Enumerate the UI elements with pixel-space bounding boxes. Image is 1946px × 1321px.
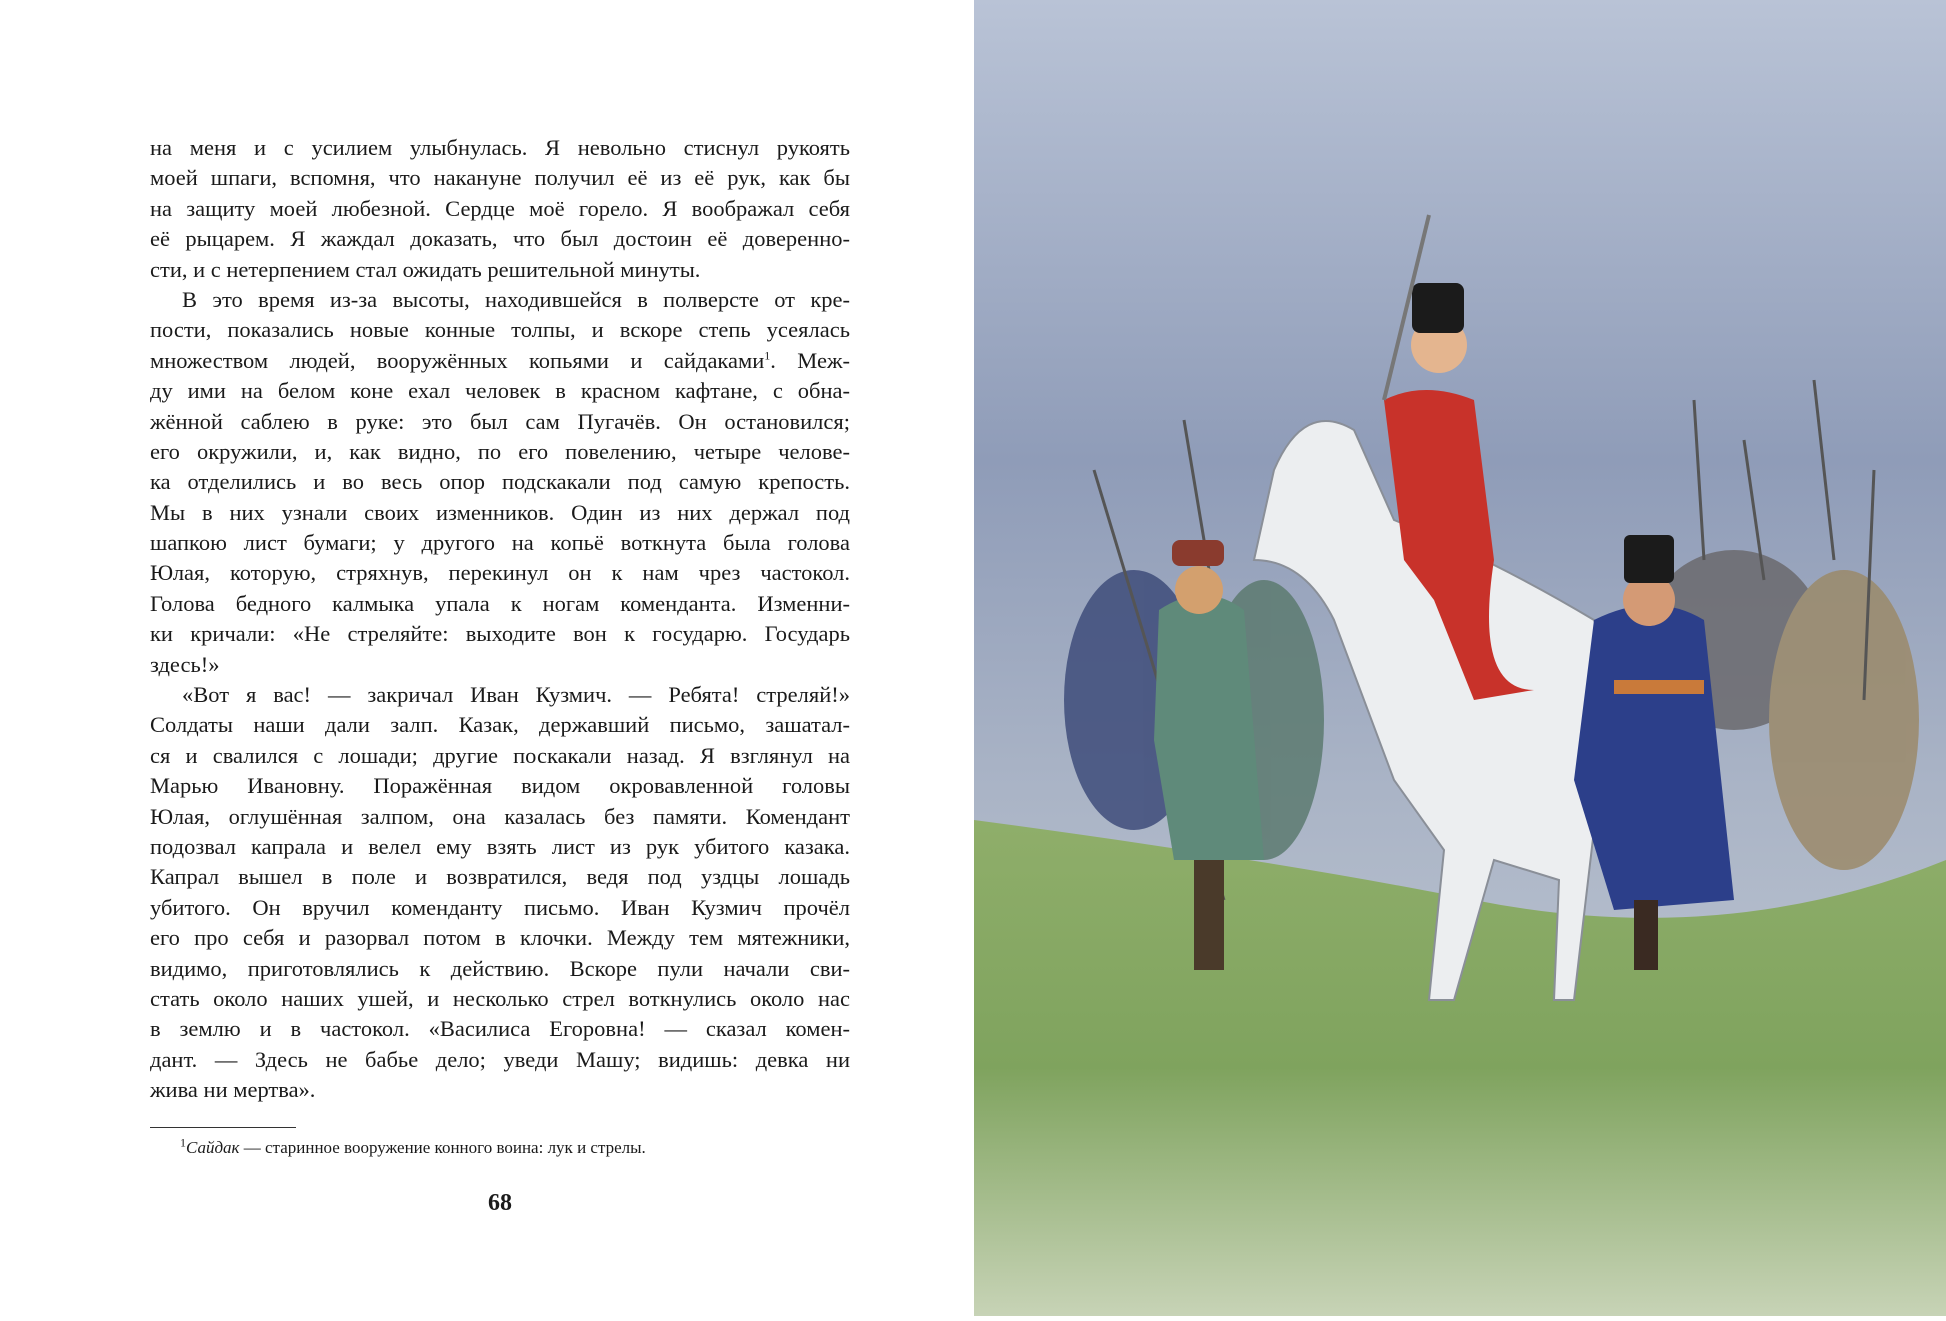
text-segment: . Меж- [770, 347, 851, 373]
text-line: шапкою лист бумаги; у другого на копьё воткнута была голова [150, 530, 850, 556]
text-line: Капрал вышел в поле и возвратился, ведя под уздцы лошадь [150, 864, 850, 890]
text-line: «Вот я вас! — закричал Иван Кузмич. — Ребята! стреляй!» [182, 682, 850, 708]
footnote-reference: 1 [764, 348, 771, 363]
text-segment: множеством людей, вооружённых копьями и сайдаками [150, 347, 765, 373]
text-line: дант. — Здесь не бабье дело; уведи Машу; видишь: девка ни [150, 1046, 850, 1072]
text-line: ка отделились и во весь опор подскакали под самую крепость. [150, 469, 850, 495]
text-line: пости, показались новые конные толпы, и вскоре степь усеялась [150, 317, 850, 343]
footnote-mark: 1 [180, 1135, 186, 1150]
text-line: Юлая, которую, стряхнув, перекинул он к нам чрез частокол. [150, 560, 850, 586]
footnote-text: — старинное вооружение конного воина: лук и стрелы. [239, 1138, 646, 1157]
footnote-divider [150, 1127, 296, 1128]
text-line: сти, и с нетерпением стал ожидать решительной минуты. [150, 256, 701, 282]
text-line: видимо, приготовлялись к действию. Вскоре пули начали сви- [150, 955, 850, 981]
text-line: в землю и в частокол. «Василиса Егоровна! — сказал комен- [150, 1016, 850, 1042]
text-line: жива ни мертва». [150, 1077, 316, 1103]
illustration [974, 0, 1946, 1316]
text-line: Солдаты наши дали залп. Казак, державший письмо, зашатал- [150, 712, 850, 738]
text-line: здесь!» [150, 651, 220, 677]
body-text [150, 133, 850, 1106]
footnote [180, 1135, 646, 1158]
text-line: В это время из-за высоты, находившейся в полверсте от кре- [182, 286, 850, 312]
text-line: стать около наших ушей, и несколько стрел воткнулись около нас [150, 985, 850, 1011]
text-line: моей шпаги, вспомня, что накануне получил её из её рук, как бы [150, 165, 850, 191]
text-line: ду ими на белом коне ехал человек в красном кафтане, с обна- [150, 378, 850, 404]
text-line: на меня и с усилием улыбнулась. Я невольно стиснул рукоять [150, 135, 850, 160]
text-line: его окружили, и, как видно, по его повелению, четыре челове- [150, 438, 850, 464]
text-line [150, 346, 850, 376]
footnote-term: Сайдак [186, 1138, 240, 1157]
text-line: ки кричали: «Не стреляйте: выходите вон к государю. Государь [150, 621, 850, 647]
page-number: 68 [488, 1190, 512, 1216]
text-line: жённой саблею в руке: это был сам Пугачёв. Он остановился; [150, 408, 850, 434]
text-line: его про себя и разорвал потом в клочки. Между тем мятежники, [150, 925, 850, 951]
left-page [0, 0, 974, 1316]
text-line: Мы в них узнали своих изменников. Один из них держал под [150, 499, 850, 525]
text-line: убитого. Он вручил коменданту письмо. Иван Кузмич прочёл [150, 894, 850, 920]
text-line: подозвал капрала и велел ему взять лист из рук убитого казака. [150, 833, 850, 859]
text-line: Голова бедного калмыка упала к ногам коменданта. Изменни- [150, 590, 850, 616]
text-line: Юлая, оглушённая залпом, она казалась без памяти. Комендант [150, 803, 850, 829]
text-line: ся и свалился с лошади; другие поскакали назад. Я взглянул на [150, 742, 850, 768]
text-line: Марью Ивановну. Поражённая видом окровавленной головы [150, 773, 850, 799]
text-line: на защиту моей любезной. Сердце моё горело. Я воображал себя [150, 195, 850, 221]
text-line: её рыцарем. Я жаждал доказать, что был достоин её доверенно- [150, 226, 850, 252]
